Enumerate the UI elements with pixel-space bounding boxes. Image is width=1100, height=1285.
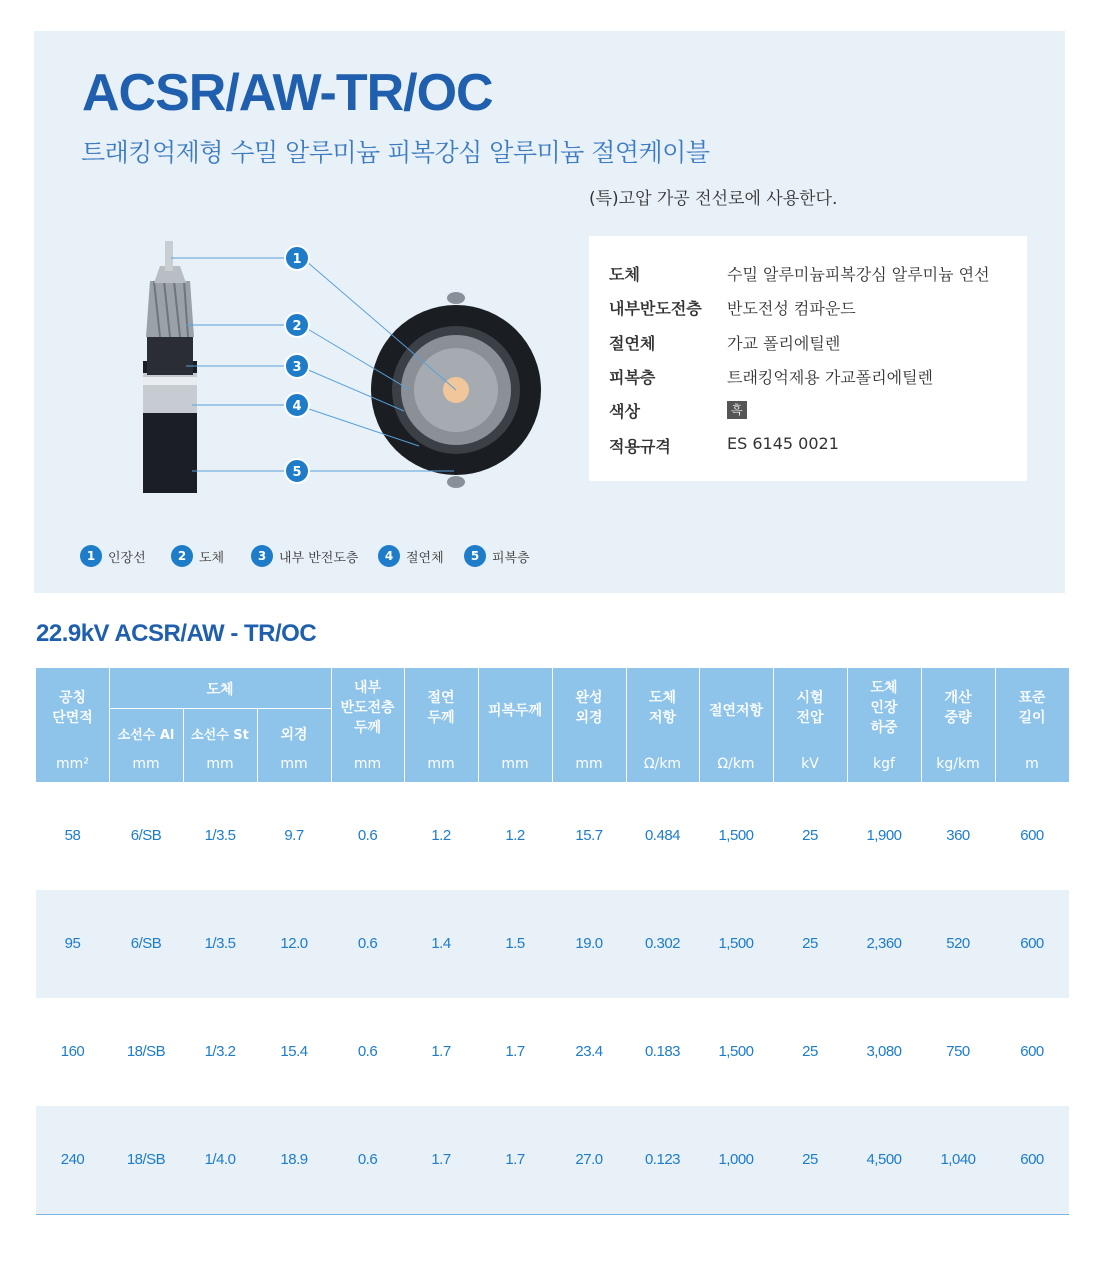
header-conductor: 도체	[206, 682, 234, 698]
legend-number: 3	[251, 545, 273, 567]
legend-number: 1	[80, 545, 102, 567]
table-cell: 600	[1020, 1043, 1044, 1060]
table-cell: 1,040	[940, 1151, 976, 1168]
table-cell: 600	[1020, 827, 1044, 844]
table-cell: 2,360	[866, 935, 902, 952]
legend-label: 피복층	[492, 550, 530, 566]
table-cell: 1.7	[505, 1043, 525, 1060]
header-nominal-area: 공칭 단면적	[52, 690, 93, 726]
legend-label: 인장선	[108, 550, 146, 566]
unit-label: mm	[280, 756, 308, 772]
table-cell: 750	[946, 1043, 970, 1060]
table-cell: 23.4	[575, 1043, 603, 1060]
table-cell: 27.0	[575, 1151, 603, 1168]
table-cell: 58	[64, 827, 81, 844]
spec-value: 가교 폴리에틸렌	[727, 334, 841, 353]
spec-value: ES 6145 0021	[727, 434, 839, 453]
table-cell: 1.4	[431, 935, 451, 952]
spec-key: 절연체	[609, 334, 656, 353]
legend-label: 도체	[199, 550, 225, 566]
table-cell: 1.7	[431, 1043, 451, 1060]
table-cell: 1.2	[431, 827, 451, 844]
table-cell: 25	[802, 935, 818, 952]
table-cell: 1.7	[431, 1151, 451, 1168]
table-cell: 0.6	[357, 935, 378, 952]
table-cell: 600	[1020, 935, 1044, 952]
header-test-voltage: 시험 전압	[796, 690, 824, 726]
unit-label: mm	[575, 756, 603, 772]
table-bottom-border	[36, 1214, 1069, 1215]
spec-table	[36, 668, 1069, 1215]
table-cell: 1/3.2	[204, 1043, 236, 1060]
unit-label: Ω/km	[717, 756, 755, 772]
header-strands-st: 소선수 St	[191, 728, 249, 743]
callout-number: 5	[292, 465, 302, 480]
product-title: ACSR/AW-TR/OC	[82, 64, 493, 122]
table-cell: 1,900	[866, 827, 902, 844]
table-cell: 1,500	[718, 935, 754, 952]
header-sheath-thickness: 피복두께	[487, 703, 543, 719]
table-cell: 9.7	[284, 827, 304, 844]
header-approx-weight: 개산 중량	[944, 690, 972, 726]
table-cell: 0.6	[357, 1151, 378, 1168]
color-chip: 흑	[727, 401, 747, 419]
table-row	[36, 782, 1069, 890]
spec-key: 피복층	[609, 368, 656, 387]
header-insulation-resistance: 절연저항	[708, 703, 764, 719]
legend-item	[464, 545, 530, 567]
table-row	[36, 1106, 1069, 1214]
legend-item	[171, 545, 224, 567]
callout-number: 2	[292, 319, 302, 334]
header-conductor-resistance: 도체 저항	[648, 690, 677, 726]
header-strands-al: 소선수 Al	[117, 728, 175, 743]
spec-card	[589, 236, 1027, 481]
header-tensile-load: 도체 인장 하중	[870, 680, 898, 736]
table-cell: 1.2	[505, 827, 525, 844]
unit-label: mm²	[56, 756, 89, 772]
spec-value: 반도전성 컴파운드	[727, 299, 856, 318]
table-cell: 520	[946, 935, 970, 952]
table-title: 22.9kV ACSR/AW - TR/OC	[36, 620, 317, 647]
table-cell: 360	[946, 827, 970, 844]
header-standard-length: 표준 길이	[1018, 690, 1046, 726]
table-row	[36, 890, 1069, 998]
table-cell: 15.4	[280, 1043, 308, 1060]
callout-1	[285, 246, 309, 270]
callout-number: 1	[292, 252, 302, 267]
unit-label: mm	[206, 756, 234, 772]
table-cell: 0.6	[357, 1043, 378, 1060]
cable-diagram	[34, 31, 574, 511]
legend-number: 4	[378, 545, 400, 567]
callout-number: 4	[292, 399, 302, 414]
table-cell: 0.123	[644, 1151, 681, 1168]
table-cell: 6/SB	[130, 935, 162, 952]
table-cell: 0.302	[644, 935, 681, 952]
table-cell: 240	[60, 1151, 85, 1168]
product-hero-panel	[34, 31, 1065, 593]
callout-4	[285, 393, 309, 417]
header-insulation-thickness: 절연 두께	[427, 690, 455, 726]
table-cell: 18.9	[280, 1151, 308, 1168]
table-cell: 1,500	[718, 827, 754, 844]
legend-item	[80, 545, 146, 567]
table-cell: 1,000	[718, 1151, 754, 1168]
table-cell: 1/3.5	[204, 935, 236, 952]
table-cell: 3,080	[866, 1043, 902, 1060]
table-row	[36, 998, 1069, 1106]
table-cell: 95	[64, 935, 81, 952]
spec-value: 트래킹억제용 가교폴리에틸렌	[727, 368, 934, 387]
table-body	[36, 782, 1069, 1214]
unit-label: mm	[427, 756, 455, 772]
header-overall-diameter: 완성 외경	[575, 690, 603, 726]
unit-label: kV	[801, 756, 819, 772]
table-cell: 25	[802, 1043, 818, 1060]
legend-label: 절연체	[406, 550, 444, 566]
spec-key: 색상	[609, 402, 640, 421]
unit-label: mm	[132, 756, 160, 772]
unit-label: mm	[353, 756, 382, 772]
table-cell: 1/4.0	[204, 1151, 236, 1168]
unit-label: Ω/km	[643, 756, 682, 772]
table-cell: 1.7	[505, 1151, 525, 1168]
header-outer-diameter: 외경	[280, 727, 308, 743]
table-cell: 25	[802, 1151, 818, 1168]
table-cell: 19.0	[575, 935, 603, 952]
table-cell: 0.484	[644, 827, 681, 844]
product-subtitle: 트래킹억제형 수밀 알루미늄 피복강심 알루미늄 절연케이블	[81, 138, 710, 167]
unit-label: mm	[501, 756, 529, 772]
usage-description: (특)고압 가공 전선로에 사용한다.	[589, 189, 838, 209]
table-cell: 0.6	[357, 827, 378, 844]
table-cell: 600	[1020, 1151, 1044, 1168]
unit-label: kgf	[873, 756, 895, 772]
table-cell: 15.7	[575, 827, 603, 844]
table-header	[36, 668, 1069, 782]
callout-2	[285, 313, 309, 337]
callout-3	[285, 354, 309, 378]
table-cell: 12.0	[280, 935, 308, 952]
cable-illustration	[143, 241, 197, 493]
spec-key: 적용규격	[609, 437, 671, 456]
table-cell: 4,500	[866, 1151, 902, 1168]
table-cell: 1,500	[718, 1043, 754, 1060]
spec-key: 내부반도전층	[609, 299, 702, 318]
table-cell: 18/SB	[126, 1151, 166, 1168]
table-cell: 18/SB	[126, 1043, 166, 1060]
unit-label: kg/km	[936, 756, 980, 772]
legend-label: 내부 반전도층	[279, 550, 359, 566]
header-semicon-thickness: 내부 반도전층 두께	[340, 680, 395, 736]
unit-label: m	[1025, 756, 1039, 772]
legend-number: 2	[171, 545, 193, 567]
legend-item	[251, 545, 358, 567]
legend-number: 5	[464, 545, 486, 567]
callout-number: 3	[292, 360, 302, 375]
callout-5	[285, 459, 309, 483]
table-cell: 25	[802, 827, 818, 844]
table-cell: 6/SB	[130, 827, 162, 844]
spec-value: 수밀 알루미늄피복강심 알루미늄 연선	[727, 265, 990, 284]
table-cell: 0.183	[644, 1043, 681, 1060]
spec-key: 도체	[609, 265, 640, 284]
table-cell: 160	[60, 1043, 85, 1060]
table-cell: 1.5	[505, 935, 525, 952]
legend-item	[378, 545, 444, 567]
table-cell: 1/3.5	[204, 827, 236, 844]
